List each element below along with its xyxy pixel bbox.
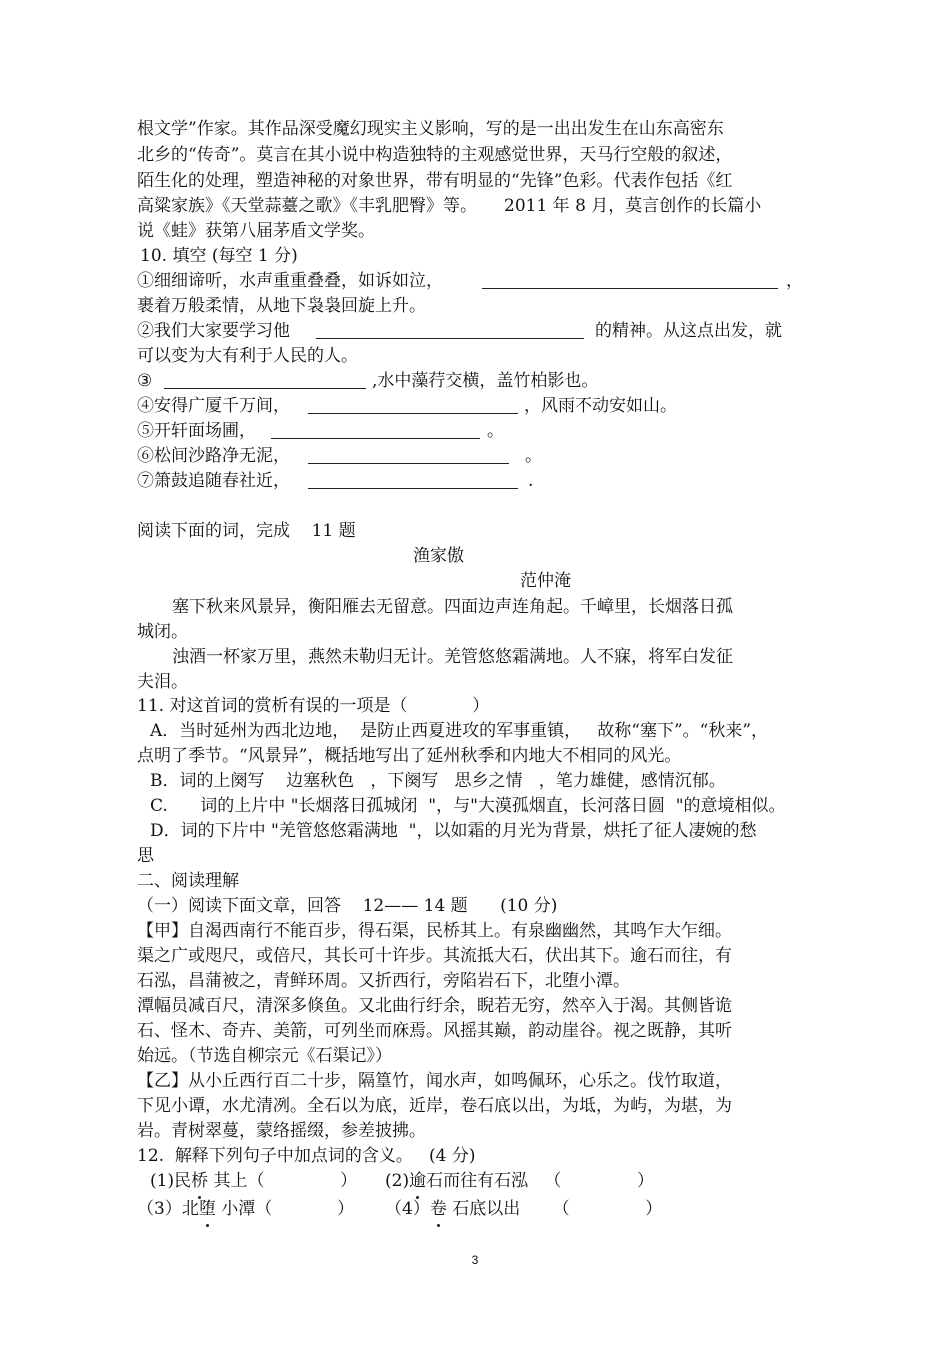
q12-item-4-dotted-word: 卷 <box>429 1199 447 1219</box>
poem-stanza-2-line-1: 浊酒一杯家万里，燕然未勒归无计。羌管悠悠霜满地。人不寐，将军白发征 <box>172 647 733 667</box>
q10-blank-5[interactable] <box>271 422 480 439</box>
section-2-subtitle: （一）阅读下面文章，回答 12—— 14 题 (10 分) <box>137 896 558 916</box>
q11-option-d-line-1: D．词的下片中 "羌管悠悠霜满地 "，以如霜的月光为背景，烘托了征人凄婉的愁 <box>150 821 757 841</box>
q12-item-1-dotted-word: 桥 <box>191 1171 209 1191</box>
q10-blank-3[interactable] <box>164 372 366 389</box>
q11-option-a-line-2: 点明了季节。“风景异”，概括地写出了延州秋季和内地大不相同的风光。 <box>137 746 682 766</box>
q10-item-2-after: 的精神。从这点出发，就 <box>595 321 782 341</box>
page-number: 3 <box>471 1253 479 1267</box>
q12-item-2-dotted-word: 逾 <box>409 1171 427 1191</box>
q10-title: 10. 填空 (每空 1 分) <box>140 246 298 266</box>
q12-stem: 12. 解释下列句子中加点词的含义。 (4 分) <box>137 1146 476 1166</box>
q10-item-5-text: ⑤开轩面场圃， <box>137 421 256 441</box>
poem-stanza-1-line-2: 城闭。 <box>137 622 188 642</box>
q12-item-3: （3）北堕 小潭（ ） <box>137 1199 355 1219</box>
q10-item-3-num: ③ <box>137 371 153 391</box>
q10-item-5-after: 。 <box>487 421 504 441</box>
q11-option-a-line-1: A．当时延州为西北边地， 是防止西夏进攻的军事重镇， 故称“塞下”。“秋来”， <box>150 721 769 741</box>
q10-item-4-after: ，风雨不动安如山。 <box>524 396 677 416</box>
intro-line-5: 说《蛙》获第八届茅盾文学奖。 <box>137 221 375 241</box>
passage-jia-line-6: 始远。（节选自柳宗元《石渠记》） <box>137 1046 392 1066</box>
intro-line-4: 高粱家族》《天堂蒜薹之歌》《丰乳肥臀》等。 2011 年 8 月，莫言创作的长篇小 <box>137 196 762 216</box>
q10-item-2-cont: 可以变为大有利于人民的人。 <box>137 346 358 366</box>
q11-option-b: B．词的上阕写 边塞秋色 ，下阕写 思乡之情 ，笔力雄健，感情沉郁。 <box>150 771 726 791</box>
passage-jia-line-2: 渠之广或咫尺，或倍尺，其长可十许步。其流抵大石，伏出其下。逾石而往，有 <box>137 946 732 966</box>
q10-blank-2[interactable] <box>316 322 584 339</box>
q12-item-1: (1)民桥 其上（ ） <box>150 1171 358 1191</box>
section-2-title: 二、阅读理解 <box>137 871 239 891</box>
q10-item-2-text: ②我们大家要学习他 <box>137 321 290 341</box>
q10-item-1-cont: 裹着万般柔情，从地下袅袅回旋上升。 <box>137 296 426 316</box>
passage-yi-line-2: 下见小谭，水尤清冽。全石以为底，近岸，卷石底以出，为坻，为屿，为堪，为 <box>137 1096 732 1116</box>
q11-option-c: C. 词的上片中 "长烟落日孤城闭 "，与"大漠孤烟直，长河落日圆 "的意境相似。 <box>150 796 786 816</box>
q10-blank-4[interactable] <box>308 397 518 414</box>
intro-line-1: 根文学”作家。其作品深受魔幻现实主义影响，写的是一出出发生在山东高密东 <box>137 119 724 139</box>
q10-blank-1[interactable] <box>482 272 778 289</box>
poem-title: 渔家傲 <box>413 546 464 566</box>
passage-jia-line-4: 潭幅员减百尺，清深多倏鱼。又北曲行纡余，睨若无穷，然卒入于渴。其侧皆诡 <box>137 996 732 1016</box>
q10-item-6-text: ⑥松间沙路净无泥， <box>137 446 290 466</box>
passage-jia-line-3: 石泓，昌蒲被之，青鲜环周。又折西行，旁陷岩石下，北堕小潭。 <box>137 971 630 991</box>
intro-line-2: 北乡的“传奇”。莫言在其小说中构造独特的主观感觉世界，天马行空般的叙述， <box>137 145 733 165</box>
passage-yi-line-1: 【乙】从小丘西行百二十步，隔篁竹，闻水声，如鸣佩环，心乐之。伐竹取道， <box>137 1071 732 1091</box>
q10-item-7-after: . <box>528 471 534 491</box>
q10-item-6-after: 。 <box>525 446 542 466</box>
q11-stem: 11. 对这首词的赏析有误的一项是（ ） <box>137 696 490 716</box>
passage-jia-line-5: 石、怪木、奇卉、美箭，可列坐而庥焉。风摇其巅，韵动崖谷。视之既静，其听 <box>137 1021 732 1041</box>
q10-item-1-text: ①细细谛听，水声重重叠叠，如诉如泣， <box>137 271 443 291</box>
poem-author: 范仲淹 <box>520 571 571 591</box>
q12-item-4: （4）卷 石底以出 （ ） <box>385 1199 663 1219</box>
q10-blank-7[interactable] <box>308 472 518 489</box>
poem-intro: 阅读下面的词，完成 11 题 <box>137 521 356 541</box>
intro-line-3: 陌生化的处理，塑造神秘的对象世界，带有明显的“先锋”色彩。代表作包括《红 <box>137 171 733 191</box>
q12-item-3-dotted-word: 堕 <box>198 1199 216 1219</box>
q12-item-2: (2)逾石而往有石泓 （ ） <box>385 1171 654 1191</box>
q10-item-1-comma: ， <box>786 271 803 291</box>
q10-item-4-text: ④安得广厦千万间， <box>137 396 290 416</box>
passage-yi-line-3: 岩。青树翠蔓，蒙络摇缀，参差披拂。 <box>137 1121 426 1141</box>
poem-stanza-1-line-1: 塞下秋来风景异，衡阳雁去无留意。四面边声连角起。千嶂里，长烟落日孤 <box>172 597 733 617</box>
poem-stanza-2-line-2: 夫泪。 <box>137 672 188 692</box>
q10-item-3-text: ,水中藻荇交横，盖竹柏影也。 <box>372 371 599 391</box>
q11-option-d-line-2: 思 <box>137 846 154 866</box>
passage-jia-line-1: 【甲】自渴西南行不能百步，得石渠，民桥其上。有泉幽幽然，其鸣乍大乍细。 <box>137 921 732 941</box>
q10-item-7-text: ⑦箫鼓追随春社近， <box>137 471 290 491</box>
q10-blank-6[interactable] <box>308 447 509 464</box>
